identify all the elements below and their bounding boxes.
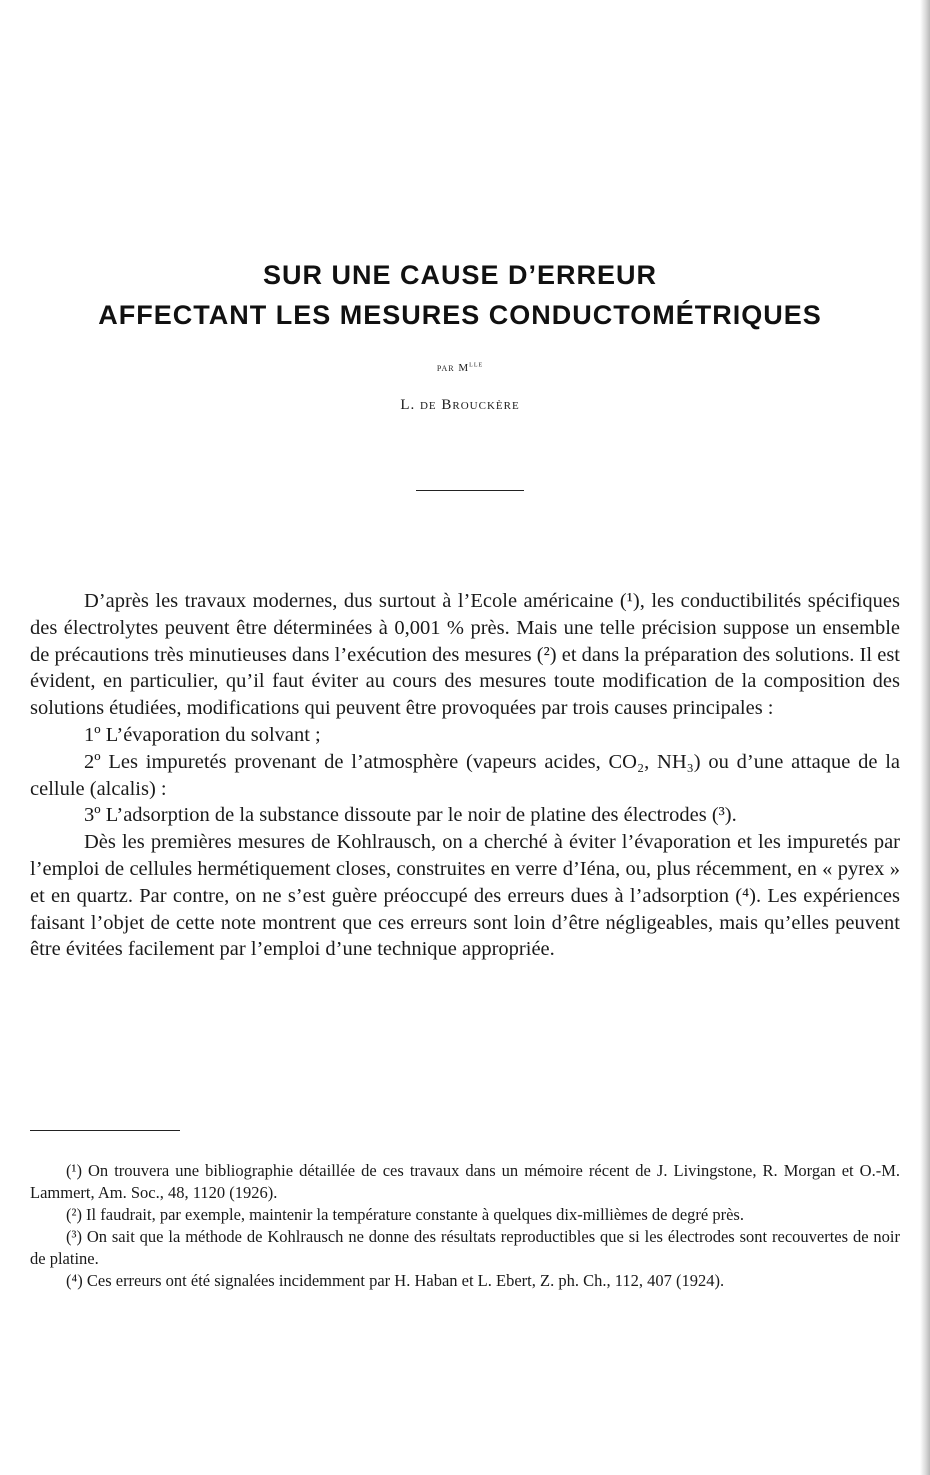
- list-item-evaporation: 1º L’évaporation du solvant ;: [84, 723, 321, 746]
- footnote-4: (⁴) Ces erreurs ont été signalées incidemment par H. Haban et L. Ebert, Z. ph. Ch., 112, 407 (1924).: [66, 1271, 725, 1290]
- footnote-3: (³) On sait que la méthode de Kohlrausch ne donne des résultats reproductibles que si les électrodes sont recouvertes de noir de platine.: [30, 1227, 900, 1268]
- footnote-separator-rule: [30, 1130, 180, 1131]
- list-item-impurities: 2º Les impuretés provenant de l’atmosphère (vapeurs acides, CO₂, NH₃) ou d’une attaque de la cellule (alcalis) :: [30, 750, 900, 800]
- footnote-2: (²) Il faudrait, par exemple, maintenir la température constante à quelques dix-millièmes de degré près.: [66, 1205, 744, 1224]
- title-separator-rule: [416, 490, 524, 491]
- byline-par: [60, 359, 860, 374]
- footnote-1: (¹) On trouvera une bibliographie détaillée de ces travaux dans un mémoire récent de J. Livingstone, R. Morgan et O.-M. Lammert, Am. Soc., 48, 1120 (1926).: [30, 1161, 900, 1202]
- par-word: par: [436, 362, 455, 374]
- list-item-adsorption: 3º L’adsorption de la substance dissoute par le noir de platine des électrodes (³).: [84, 804, 737, 827]
- paragraph-intro: D’après les travaux modernes, dus surtout à l’Ecole américaine (¹), les conductibilités spécifiques des électrolytes peuvent être déterminées à 0,001 % près. Mais une telle précision suppose un ensemble de précautions très minutieuses dans l’exécution des mesures (²) et dans la préparation des solutions. Il est évident, en particulier, qu’il faut éviter au cours des mesures toute modification de la composition des solutions étudiées, modifications qui peuvent être provoquées par trois causes principales :: [30, 590, 900, 720]
- mlle-abbrev: $M^{lle}$: [458, 359, 484, 374]
- paragraph-kohlrausch: Dès les premières mesures de Kohlrausch, on a cherché à éviter l’évaporation et les impuretés par l’emploi de cellules hermétiquement closes, construites en verre d’Iéna, ou, plus récemment, en « pyrex » et en quartz. Par contre, on ne s’est guère préoccupé des erreurs dues à l’adsorption (⁴). Les expériences faisant l’objet de cette note montrent que ces erreurs sont loin d’être négligeables, mais qu’elles peuvent être évitées facilement par l’emploi d’une technique appropriée.: [30, 831, 900, 961]
- title-line-2: AFFECTANT LES MESURES CONDUCTOMÉTRIQUES: [98, 300, 822, 330]
- mlle-superscript: lle: [469, 359, 484, 369]
- article-body: [30, 588, 900, 963]
- page-edge-shadow: [920, 0, 930, 1475]
- author-name: L. de Brouckère: [400, 397, 520, 413]
- footnotes: [30, 1160, 900, 1292]
- title-line-1: SUR UNE CAUSE D’ERREUR: [262, 260, 658, 290]
